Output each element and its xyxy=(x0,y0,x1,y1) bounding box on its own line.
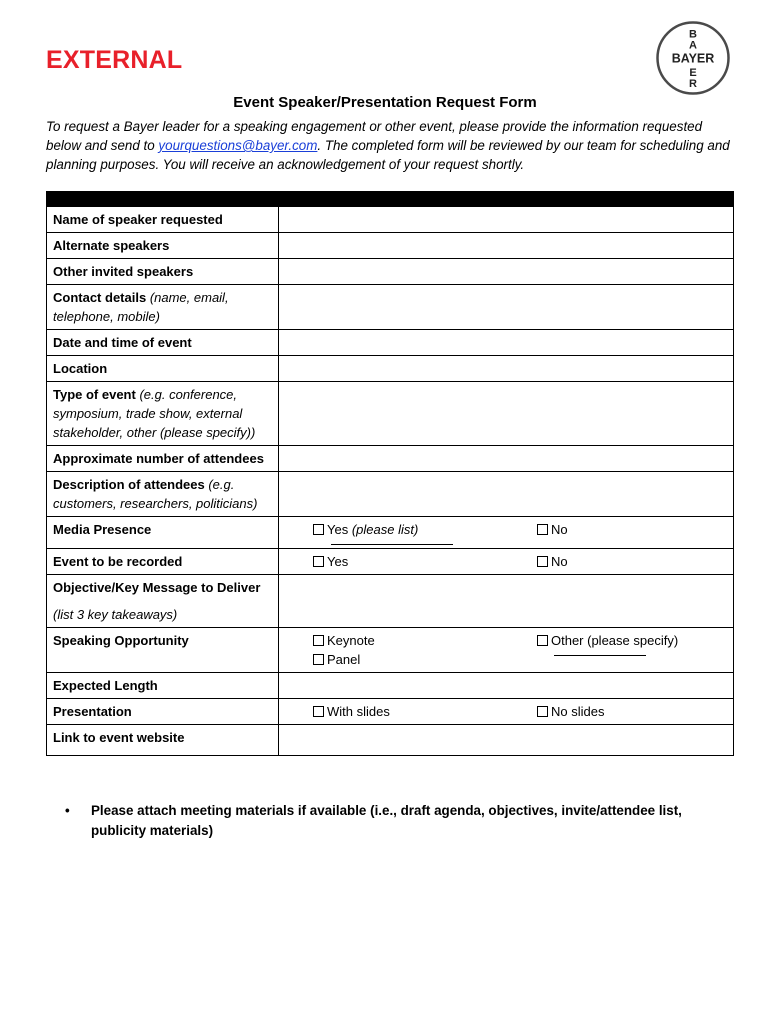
request-form-table xyxy=(46,191,734,756)
bullet-dot: • xyxy=(65,803,70,818)
logo-letter-b: B xyxy=(689,28,697,41)
logo-letter-a: A xyxy=(689,39,697,52)
invited-input-cell[interactable] xyxy=(279,259,734,285)
form-title: Event Speaker/Presentation Request Form xyxy=(233,94,537,111)
attendees-desc-label: Description of attendees xyxy=(53,477,205,492)
table-header-row xyxy=(47,192,734,207)
presentation-label: Presentation xyxy=(47,699,279,725)
type-input-cell[interactable] xyxy=(279,382,734,446)
media-options-cell xyxy=(279,517,734,549)
other-specify-blank[interactable] xyxy=(554,650,646,656)
media-no-text: No xyxy=(551,522,568,537)
media-label: Media Presence xyxy=(47,517,279,549)
website-label: Link to event website xyxy=(47,725,279,756)
panel-checkbox[interactable] xyxy=(313,654,324,665)
row-speaker xyxy=(47,207,734,233)
recorded-yes-checkbox[interactable] xyxy=(313,556,324,567)
recorded-yes-text: Yes xyxy=(327,554,349,569)
location-label: Location xyxy=(47,356,279,382)
recorded-label: Event to be recorded xyxy=(47,549,279,575)
row-location xyxy=(47,356,734,382)
media-list-blank[interactable] xyxy=(331,539,453,545)
other-checkbox[interactable] xyxy=(537,635,548,646)
keynote-checkbox[interactable] xyxy=(313,635,324,646)
classification-label: EXTERNAL xyxy=(46,46,183,74)
logo-letter-r: R xyxy=(689,78,697,90)
speaker-label: Name of speaker requested xyxy=(47,207,279,233)
speaker-input-cell[interactable] xyxy=(279,207,734,233)
logo-wordmark: BAYER xyxy=(671,51,715,66)
opportunity-options-cell xyxy=(279,628,734,673)
row-contact xyxy=(47,285,734,330)
attendees-count-label: Approximate number of attendees xyxy=(47,446,279,472)
type-label-cell xyxy=(47,382,279,446)
bayer-cross-logo xyxy=(655,20,731,96)
intro-paragraph xyxy=(46,117,736,174)
panel-text: Panel xyxy=(327,652,361,667)
recorded-no-text: No xyxy=(551,554,568,569)
recorded-no-checkbox[interactable] xyxy=(537,556,548,567)
objective-input-cell[interactable] xyxy=(279,575,734,628)
contact-label-cell xyxy=(47,285,279,330)
row-media xyxy=(47,517,734,549)
media-no-checkbox[interactable] xyxy=(537,524,548,535)
attendees-desc-label-cell xyxy=(47,472,279,517)
intro-text-after: . The completed form will be reviewed by our team for scheduling and planning purposes. You will receive an acknowledgement of your request shortly. xyxy=(46,138,730,172)
alternate-label: Alternate speakers xyxy=(47,233,279,259)
contact-hint: (name, email, telephone, mobile) xyxy=(53,290,229,324)
attendees-desc-hint: (e.g. customers, researchers, politicians) xyxy=(53,477,258,511)
media-yes-text: Yes xyxy=(327,522,349,537)
with-slides-checkbox[interactable] xyxy=(313,706,324,717)
length-input-cell[interactable] xyxy=(279,673,734,699)
intro-text-before: To request a Bayer leader for a speaking engagement or other event, please provide the information requested below and send to xyxy=(46,119,703,153)
contact-label: Contact details xyxy=(53,290,147,305)
datetime-label: Date and time of event xyxy=(47,330,279,356)
attach-materials-text: Please attach meeting materials if available (i.e., draft agenda, objectives, invite/attendee list, publicity materials) xyxy=(91,803,682,838)
no-slides-checkbox[interactable] xyxy=(537,706,548,717)
objective-hint: (list 3 key takeaways) xyxy=(53,607,178,622)
row-website xyxy=(47,725,734,756)
location-input-cell[interactable] xyxy=(279,356,734,382)
row-alternate xyxy=(47,233,734,259)
type-label: Type of event xyxy=(53,387,136,402)
with-slides-text: With slides xyxy=(327,704,390,719)
website-input-cell[interactable] xyxy=(279,725,734,756)
row-attendees-desc xyxy=(47,472,734,517)
attendees-count-input-cell[interactable] xyxy=(279,446,734,472)
no-slides-text: No slides xyxy=(551,704,605,719)
row-opportunity xyxy=(47,628,734,673)
row-invited xyxy=(47,259,734,285)
opportunity-label: Speaking Opportunity xyxy=(47,628,279,673)
keynote-text: Keynote xyxy=(327,633,375,648)
logo-letter-e: E xyxy=(689,67,697,79)
length-label: Expected Length xyxy=(47,673,279,699)
attach-materials-note xyxy=(65,801,715,841)
row-attendees-count xyxy=(47,446,734,472)
media-yes-checkbox[interactable] xyxy=(313,524,324,535)
row-presentation xyxy=(47,699,734,725)
media-yes-hint: (please list) xyxy=(351,522,419,537)
row-objective xyxy=(47,575,734,628)
row-recorded xyxy=(47,549,734,575)
other-text: Other (please specify) xyxy=(551,633,679,648)
invited-label: Other invited speakers xyxy=(47,259,279,285)
objective-label: Objective/Key Message to Deliver xyxy=(53,580,261,595)
objective-label-cell xyxy=(47,575,279,628)
row-type xyxy=(47,382,734,446)
row-length xyxy=(47,673,734,699)
contact-input-cell[interactable] xyxy=(279,285,734,330)
row-datetime xyxy=(47,330,734,356)
recorded-options-cell xyxy=(279,549,734,575)
alternate-input-cell[interactable] xyxy=(279,233,734,259)
email-link[interactable]: yourquestions@bayer.com xyxy=(158,138,318,153)
attendees-desc-input-cell[interactable] xyxy=(279,472,734,517)
type-hint: (e.g. conference, symposium, trade show, external stakeholder, other (please specify)) xyxy=(53,387,256,440)
datetime-input-cell[interactable] xyxy=(279,330,734,356)
presentation-options-cell xyxy=(279,699,734,725)
